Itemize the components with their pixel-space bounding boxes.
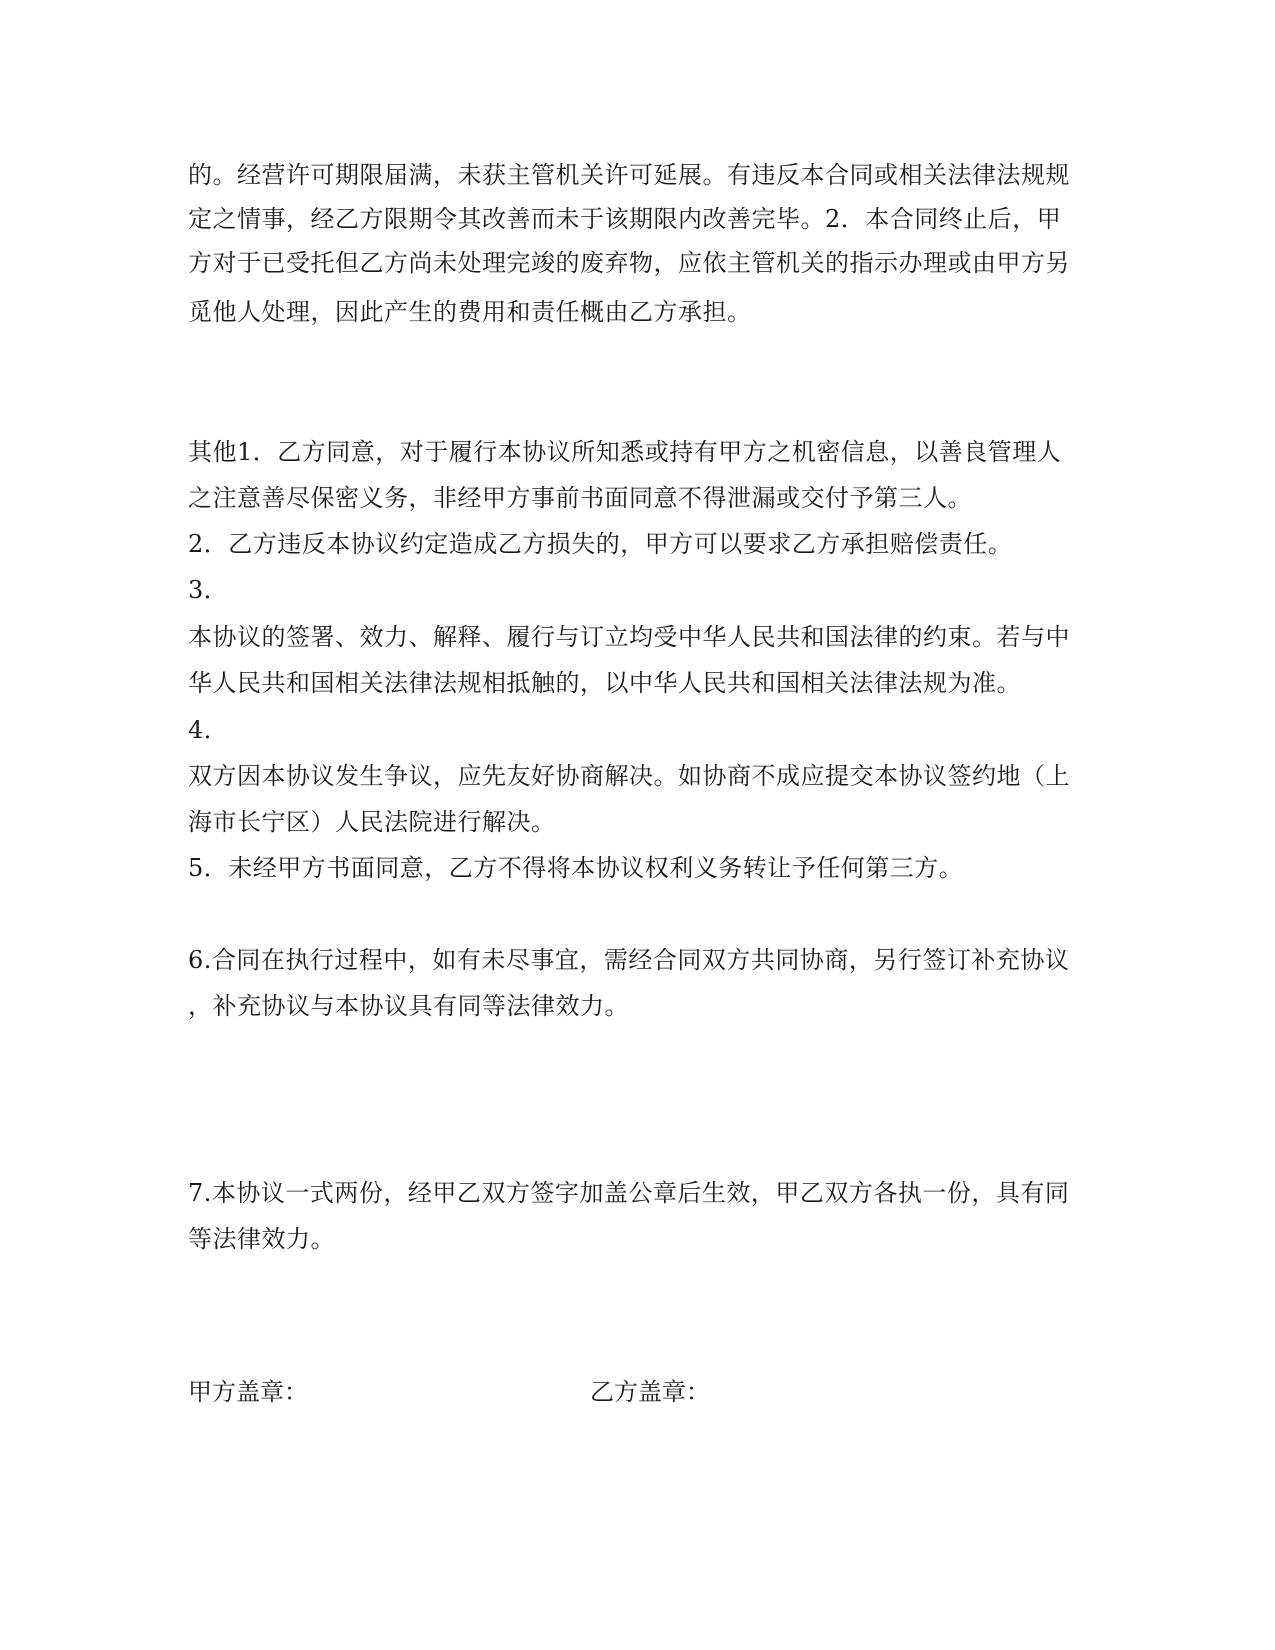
text-line: 3． — [188, 576, 229, 604]
text-line: 6.合同在执行过程中，如有未尽事宜，需经合同双方共同协商，另行签订补充协议 — [188, 946, 1070, 974]
text-line: 定之情事，经乙方限期令其改善而未于该期限内改善完毕。2．本合同终止后，甲 — [188, 205, 1062, 233]
text-line: 等法律效力。 — [188, 1225, 335, 1253]
text-line: ，补充协议与本协议具有同等法律效力。 — [188, 992, 629, 1020]
text-line: 方对于已受托但乙方尚未处理完竣的废弃物，应依主管机关的指示办理或由甲方另 — [188, 249, 1070, 277]
text-line: 5．未经甲方书面同意，乙方不得将本协议权利义务转让予任何第三方。 — [188, 854, 964, 882]
text-line: 的。经营许可期限届满，未获主管机关许可延展。有违反本合同或相关法律法规规 — [188, 161, 1070, 189]
party-a-seal-label: 甲方盖章： — [188, 1378, 308, 1406]
text-line: 双方因本协议发生争议，应先友好协商解决。如协商不成应提交本协议签约地（上 — [188, 762, 1070, 790]
text-line: 本协议的签署、效力、解释、履行与订立均受中华人民共和国法律的约束。若与中 — [188, 623, 1070, 651]
text-line: 7.本协议一式两份，经甲乙双方签字加盖公章后生效，甲乙双方各执一份，具有同 — [188, 1179, 1070, 1207]
text-line: 海市长宁区）人民法院进行解决。 — [188, 808, 556, 836]
text-line: 觅他人处理，因此产生的费用和责任概由乙方承担。 — [188, 298, 752, 326]
text-line: 之注意善尽保密义务，非经甲方事前书面同意不得泄漏或交付予第三人。 — [188, 484, 972, 512]
party-b-seal-label: 乙方盖章： — [590, 1378, 710, 1406]
text-line: 2．乙方违反本协议约定造成乙方损失的，甲方可以要求乙方承担赔偿责任。 — [188, 530, 1013, 558]
text-line: 华人民共和国相关法律法规相抵触的，以中华人民共和国相关法律法规为准。 — [188, 669, 1021, 697]
text-line: 其他1．乙方同意，对于履行本协议所知悉或持有甲方之机密信息，以善良管理人 — [188, 438, 1062, 466]
text-line: 4． — [188, 716, 229, 744]
